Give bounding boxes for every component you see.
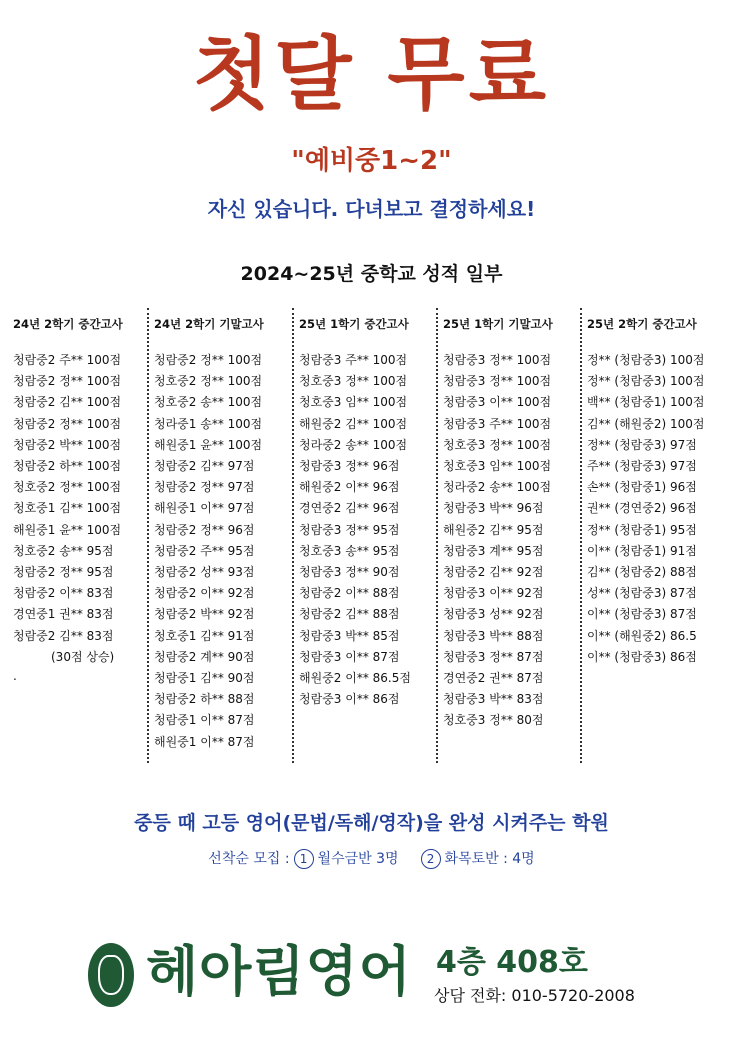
score-item: 청람중2 계** 90점 (154, 649, 255, 664)
score-item: 청람중3 정** 96점 (299, 459, 400, 474)
recruit-class-1: 월수금반 3명 (317, 851, 399, 867)
score-item: 이** (청람중3) 87점 (587, 607, 697, 622)
score-item: 청람중2 정** 100점 (13, 416, 122, 431)
section-title: 2024~25년 중학교 성적 일부 (240, 263, 503, 285)
score-item: 경연중1 권** 83점 (13, 607, 114, 622)
score-item: 청람중3 주** 100점 (443, 416, 552, 431)
score-item: 청람중2 김** 100점 (13, 395, 122, 410)
score-item: 해원중2 이** 86.5점 (299, 671, 411, 686)
score-item: 청호중2 정** 100점 (13, 480, 122, 495)
score-item: 백** (청람중1) 100점 (587, 395, 705, 410)
score-item: 청람중2 김** 97점 (154, 459, 255, 474)
target-grade-label: "예비중1~2" (291, 146, 452, 176)
score-item: 청호중1 김** 91점 (154, 628, 255, 643)
column-header: 24년 2학기 기말고사 (154, 317, 264, 331)
score-item: 경연중2 김** 96점 (299, 501, 400, 516)
sub-message: 자신 있습니다. 다녀보고 결정하세요! (207, 197, 536, 221)
brand-name: 헤아림영어 (146, 940, 412, 1003)
score-item: 정** (청람중1) 95점 (587, 522, 697, 537)
column-header: 25년 2학기 중간고사 (587, 317, 697, 331)
score-item: 청람중2 정** 97점 (154, 480, 255, 495)
score-item: 성** (청람중3) 87점 (587, 586, 697, 601)
score-column (582, 308, 736, 763)
score-item: 청람중3 정** 90점 (299, 565, 400, 580)
score-item: 청람중3 주** 100점 (299, 353, 408, 367)
score-item: 청람중3 정** 100점 (443, 374, 552, 389)
score-item: 주** (청람중3) 97점 (587, 459, 697, 474)
score-item: 청호중3 송** 95점 (299, 543, 400, 558)
score-item: 청람중2 박** 100점 (13, 437, 122, 452)
column-header: 24년 2학기 중간고사 (13, 317, 123, 331)
score-item: 청람중2 김** 83점 (13, 628, 114, 643)
score-item: 청람중3 이** 87점 (299, 649, 400, 664)
score-list (443, 350, 580, 732)
score-item: 청라중2 송** 100점 (443, 480, 552, 495)
trailing-dot: . (13, 669, 17, 684)
score-item: 청호중1 김** 100점 (13, 501, 122, 516)
score-item: 정** (청람중3) 97점 (587, 437, 697, 452)
score-item: 해원중1 윤** 100점 (154, 437, 263, 452)
tagline: 중등 때 고등 영어(문법/독해/영작)을 완성 시켜주는 학원 (134, 812, 609, 834)
score-item: 정** (청람중3) 100점 (587, 353, 705, 367)
column-header: 25년 1학기 기말고사 (443, 317, 553, 331)
score-item: 청람중3 박** 88점 (443, 628, 544, 643)
score-item: 이** (해원중2) 86.5 (587, 628, 697, 643)
score-column (149, 308, 294, 763)
recruit-prefix: 선착순 모집 : (208, 851, 290, 867)
hearirim-logo-icon (88, 943, 134, 1007)
score-item: 청호중3 정** 100점 (443, 437, 552, 452)
score-item: 손** (청람중1) 96점 (587, 480, 697, 495)
score-item: 경연중2 권** 87점 (443, 671, 544, 686)
score-item: 해원중1 이** 97점 (154, 501, 255, 516)
score-column (294, 308, 438, 763)
score-column (8, 308, 149, 763)
score-item: 해원중2 김** 95점 (443, 522, 544, 537)
circled-number-1: 1 (294, 849, 314, 869)
score-item: 청람중3 계** 95점 (443, 543, 544, 558)
score-item: 청람중1 이** 87점 (154, 713, 255, 728)
score-column (438, 308, 582, 763)
score-item: 청람중2 이** 92점 (154, 586, 255, 601)
score-item: 청람중2 성** 93점 (154, 565, 255, 580)
phone-number[interactable]: 상담 전화: 010-5720-2008 (434, 986, 635, 1005)
score-item: 청호중3 임** 100점 (299, 395, 408, 410)
score-item: 청람중3 박** 85점 (299, 628, 400, 643)
score-item: 청호중2 송** 100점 (154, 395, 263, 410)
score-item: 청람중2 이** 88점 (299, 586, 400, 601)
score-item: 해원중2 이** 96점 (299, 480, 400, 495)
score-item: 청라중1 송** 100점 (154, 416, 263, 431)
recruit-class-2: 화목토반 : 4명 (444, 851, 535, 867)
score-item: 청호중2 정** 100점 (154, 374, 263, 389)
score-item: 청호중3 정** 100점 (299, 374, 408, 389)
score-item: 청람중2 김** 92점 (443, 565, 544, 580)
score-item: 청람중2 주** 95점 (154, 543, 255, 558)
room-number: 4층 408호 (436, 945, 588, 980)
score-item: 청호중2 송** 95점 (13, 543, 114, 558)
score-item: 청람중3 정** 95점 (299, 522, 400, 537)
score-item: 김** (청람중2) 88점 (587, 565, 697, 580)
score-item: 청람중2 박** 92점 (154, 607, 255, 622)
score-columns (8, 308, 736, 763)
recruitment-line (0, 848, 743, 870)
score-list (13, 350, 147, 647)
score-item: 청람중3 박** 96점 (443, 501, 544, 516)
score-list (299, 350, 436, 710)
score-item: 청람중3 이** 92점 (443, 586, 544, 601)
score-item: 청람중3 정** 100점 (443, 353, 552, 367)
circled-number-2: 2 (421, 849, 441, 869)
score-item: 청람중2 이** 83점 (13, 586, 114, 601)
score-item: 청람중2 정** 100점 (13, 374, 122, 389)
score-item: 청람중2 김** 88점 (299, 607, 400, 622)
score-item: 청호중3 정** 80점 (443, 713, 544, 728)
score-item: 청람중3 이** 86점 (299, 692, 400, 707)
score-item: 청람중2 정** 95점 (13, 565, 114, 580)
score-item: 이** (청람중3) 86점 (587, 649, 697, 664)
score-item: 청람중2 정** 96점 (154, 522, 255, 537)
score-item: 청람중3 정** 87점 (443, 649, 544, 664)
score-list (154, 350, 292, 753)
score-item: 청람중2 하** 88점 (154, 692, 255, 707)
score-list (587, 350, 736, 668)
column-header: 25년 1학기 중간고사 (299, 317, 409, 331)
score-item: 이** (청람중1) 91점 (587, 543, 697, 558)
score-item: 해원중2 김** 100점 (299, 416, 408, 431)
score-item: 해원중1 윤** 100점 (13, 522, 122, 537)
score-note: (30점 상승) (51, 649, 115, 664)
score-item: 청호중3 임** 100점 (443, 459, 552, 474)
score-item: 청람중2 하** 100점 (13, 459, 122, 474)
score-item: 청람중1 김** 90점 (154, 671, 255, 686)
score-item: 청람중3 성** 92점 (443, 607, 544, 622)
score-item: 청람중3 박** 83점 (443, 692, 544, 707)
headline: 첫달 무료 (193, 28, 550, 121)
score-item: 권** (경연중2) 96점 (587, 501, 697, 516)
footer (88, 935, 688, 1015)
score-item: 청람중2 정** 100점 (154, 353, 263, 367)
score-item: 김** (해원중2) 100점 (587, 416, 705, 431)
score-item: 해원중1 이** 87점 (154, 734, 255, 749)
score-item: 청람중3 이** 100점 (443, 395, 552, 410)
score-item: 청람중2 주** 100점 (13, 353, 122, 367)
score-item: 정** (청람중3) 100점 (587, 374, 705, 389)
score-item: 청라중2 송** 100점 (299, 437, 408, 452)
